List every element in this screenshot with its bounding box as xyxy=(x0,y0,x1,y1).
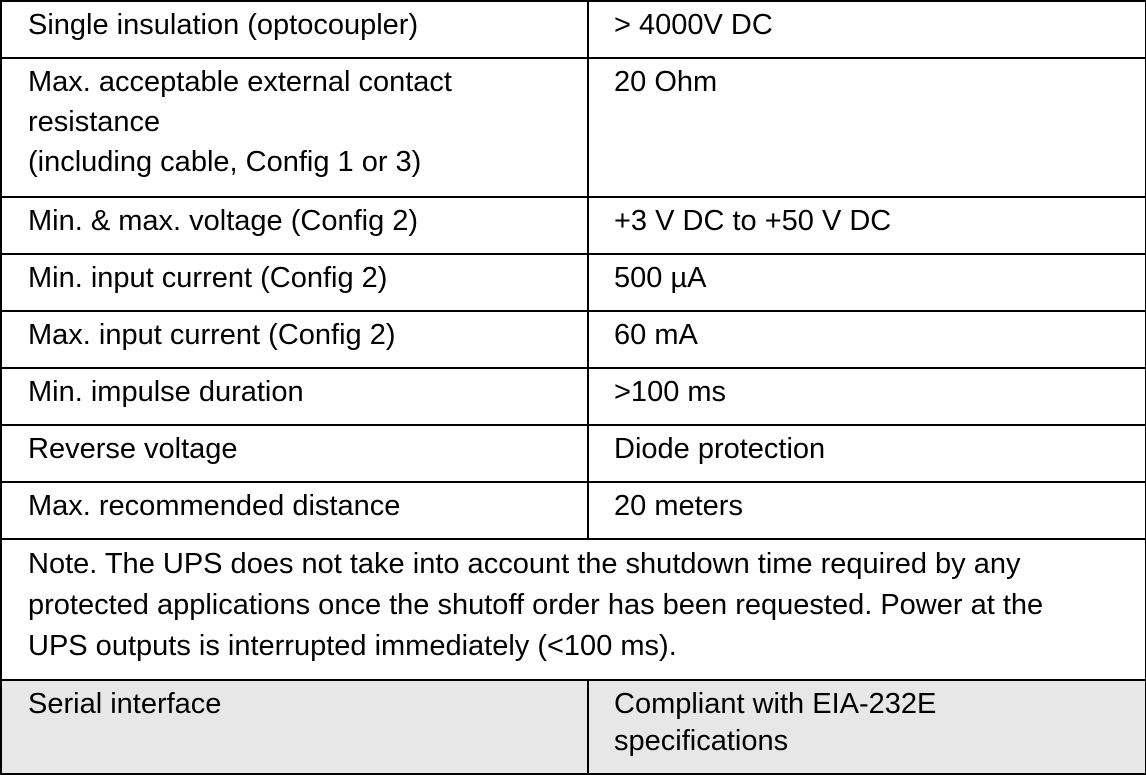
spec-value: +3 V DC to +50 V DC xyxy=(588,197,1146,254)
table-row xyxy=(1,254,1146,311)
table-row xyxy=(1,1,1146,58)
table-row xyxy=(1,368,1146,425)
spec-label: Min. input current (Config 2) xyxy=(1,254,588,311)
table-row xyxy=(1,58,1146,197)
note-line: UPS outputs is interrupted immediately (<100 ms). xyxy=(28,630,677,662)
table-row xyxy=(1,311,1146,368)
spec-label xyxy=(1,58,588,197)
spec-value: 500 µA xyxy=(588,254,1146,311)
table-row xyxy=(1,482,1146,539)
spec-label: Max. recommended distance xyxy=(1,482,588,539)
spec-value: 20 meters xyxy=(588,482,1146,539)
spec-label-line: (including cable, Config 1 or 3) xyxy=(28,146,422,178)
spec-label-line: resistance xyxy=(28,106,161,138)
spec-value-line: specifications xyxy=(614,725,789,757)
note-line: Note. The UPS does not take into account the shutdown time required by any xyxy=(28,548,1021,580)
spec-value: Diode protection xyxy=(588,425,1146,482)
note-line: protected applications once the shutoff order has been requested. Power at the xyxy=(28,589,1044,621)
spec-label-line: Max. acceptable external contact xyxy=(28,66,452,98)
spec-label: Min. & max. voltage (Config 2) xyxy=(1,197,588,254)
spec-value xyxy=(588,680,1146,774)
spec-value: > 4000V DC xyxy=(588,1,1146,58)
spec-label: Max. input current (Config 2) xyxy=(1,311,588,368)
spec-value: 20 Ohm xyxy=(588,58,1146,197)
note-row xyxy=(1,539,1146,680)
note-text xyxy=(1,539,1146,680)
table-row xyxy=(1,425,1146,482)
spec-label: Single insulation (optocoupler) xyxy=(1,1,588,58)
serial-interface-row xyxy=(1,680,1146,774)
spec-label: Min. impulse duration xyxy=(1,368,588,425)
spec-label: Reverse voltage xyxy=(1,425,588,482)
table-row xyxy=(1,197,1146,254)
spec-value: >100 ms xyxy=(588,368,1146,425)
spec-value: 60 mA xyxy=(588,311,1146,368)
spec-label: Serial interface xyxy=(1,680,588,774)
spec-value-line: Compliant with EIA-232E xyxy=(614,688,937,720)
